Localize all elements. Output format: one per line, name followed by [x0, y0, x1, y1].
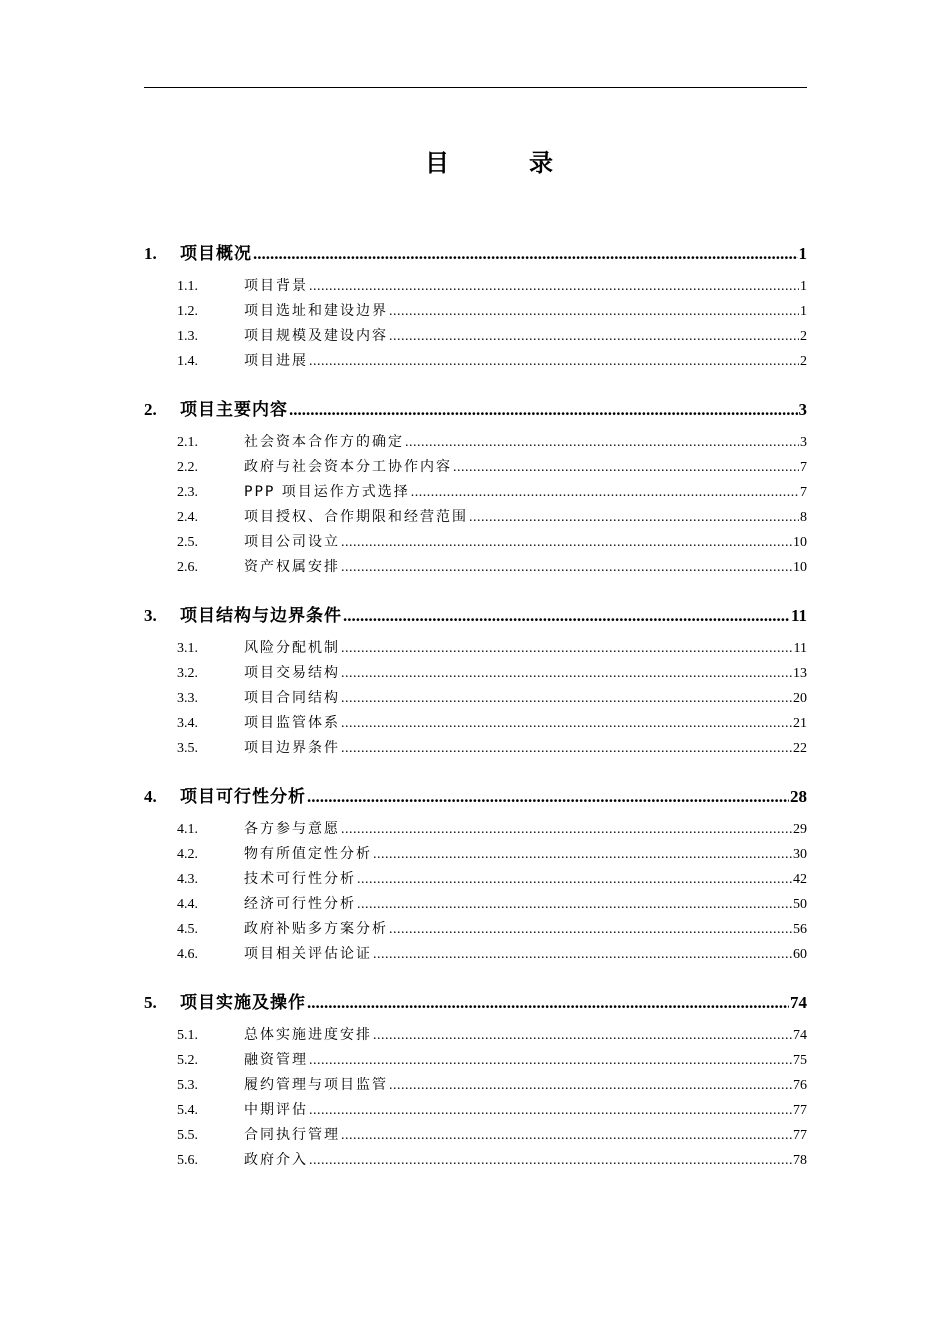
page-number: 29 — [793, 822, 807, 837]
subsection-title: 项目选址和建设边界 — [244, 303, 388, 319]
subsection-title: 技术可行性分析 — [244, 871, 356, 887]
toc-subsection-entry[interactable] — [144, 551, 807, 576]
dot-leader — [357, 897, 792, 913]
subsection-number: 4.6. — [177, 947, 198, 962]
subsection-title: 各方参与意愿 — [244, 821, 340, 837]
chapter-title: 项目可行性分析 — [180, 787, 306, 807]
subsection-number: 1.1. — [177, 279, 198, 294]
dot-leader — [469, 510, 799, 526]
toc-subsection-entry[interactable] — [144, 863, 807, 888]
toc-subsection-entry[interactable] — [144, 476, 807, 501]
subsection-number: 2.2. — [177, 460, 198, 475]
toc-section — [144, 769, 807, 963]
page-number: 1 — [800, 304, 807, 319]
subsection-number: 2.5. — [177, 535, 198, 550]
subsection-title: 总体实施进度安排 — [244, 1027, 372, 1043]
toc-subsection-entry[interactable] — [144, 1019, 807, 1044]
subsection-title: 项目边界条件 — [244, 740, 340, 756]
subsection-title: 履约管理与项目监管 — [244, 1077, 388, 1093]
toc-chapter-entry[interactable] — [144, 588, 807, 626]
subsection-title: 政府补贴多方案分析 — [244, 921, 388, 937]
subsection-title: 资产权属安排 — [244, 559, 340, 575]
page-number: 21 — [793, 716, 807, 731]
toc-subsection-entry[interactable] — [144, 451, 807, 476]
page-number: 42 — [793, 872, 807, 887]
dot-leader — [341, 666, 792, 682]
subsection-number: 5.4. — [177, 1103, 198, 1118]
toc-subsection-entry[interactable] — [144, 682, 807, 707]
subsection-title: 项目规模及建设内容 — [244, 328, 388, 344]
subsection-number: 5.3. — [177, 1078, 198, 1093]
page-number: 2 — [800, 354, 807, 369]
dot-leader — [389, 304, 799, 320]
subsection-number: 3.5. — [177, 741, 198, 756]
toc-section — [144, 588, 807, 757]
page-number: 1 — [800, 279, 807, 294]
dot-leader — [341, 560, 792, 576]
toc-subsection-entry[interactable] — [144, 1144, 807, 1169]
dot-leader — [389, 922, 792, 938]
chapter-title: 项目主要内容 — [180, 400, 288, 420]
subsection-number: 2.4. — [177, 510, 198, 525]
subsection-title: 项目相关评估论证 — [244, 946, 372, 962]
subsection-title: 社会资本合作方的确定 — [244, 434, 404, 450]
subsection-title: 中期评估 — [244, 1102, 308, 1118]
page-number: 78 — [793, 1153, 807, 1168]
toc-subsection-entry[interactable] — [144, 1044, 807, 1069]
dot-leader — [341, 741, 792, 757]
subsection-number: 3.3. — [177, 691, 198, 706]
dot-leader — [373, 1028, 792, 1044]
page-number: 28 — [790, 787, 807, 806]
chapter-number: 3. — [144, 606, 157, 625]
dot-leader — [309, 1053, 792, 1069]
dot-leader — [307, 787, 789, 807]
page-number: 11 — [790, 606, 807, 625]
toc-section — [144, 975, 807, 1169]
subsection-title: PPP 项目运作方式选择 — [244, 484, 410, 500]
dot-leader — [373, 947, 792, 963]
page-number: 75 — [793, 1053, 807, 1068]
toc-subsection-entry[interactable] — [144, 501, 807, 526]
toc-section — [144, 226, 807, 370]
subsection-title: 物有所值定性分析 — [244, 846, 372, 862]
subsection-number: 1.4. — [177, 354, 198, 369]
subsection-number: 4.1. — [177, 822, 198, 837]
page-number: 8 — [800, 510, 807, 525]
page-number: 50 — [793, 897, 807, 912]
subsection-title: 合同执行管理 — [244, 1127, 340, 1143]
chapter-title: 项目概况 — [180, 244, 252, 264]
dot-leader — [341, 535, 792, 551]
dot-leader — [405, 435, 799, 451]
toc-chapter-entry[interactable] — [144, 382, 807, 420]
page-number: 3 — [798, 400, 807, 419]
page-number: 56 — [793, 922, 807, 937]
subsection-title: 政府介入 — [244, 1152, 308, 1168]
chapter-title: 项目结构与边界条件 — [180, 606, 342, 626]
subsection-title: 融资管理 — [244, 1052, 308, 1068]
page-number: 7 — [800, 460, 807, 475]
page-number: 74 — [790, 993, 807, 1012]
toc-subsection-entry[interactable] — [144, 938, 807, 963]
subsection-number: 5.1. — [177, 1028, 198, 1043]
toc-subsection-entry[interactable] — [144, 1094, 807, 1119]
toc-subsection-entry[interactable] — [144, 345, 807, 370]
dot-leader — [309, 354, 799, 370]
page-number: 77 — [793, 1128, 807, 1143]
toc-subsection-entry[interactable] — [144, 632, 807, 657]
toc-subsection-entry[interactable] — [144, 732, 807, 757]
dot-leader — [307, 993, 789, 1013]
toc-subsection-entry[interactable] — [144, 707, 807, 732]
page-number: 22 — [793, 741, 807, 756]
page-number: 2 — [800, 329, 807, 344]
page-number: 77 — [793, 1103, 807, 1118]
dot-leader — [341, 1128, 792, 1144]
dot-leader — [341, 691, 792, 707]
toc-subsection-entry[interactable] — [144, 888, 807, 913]
page-number: 74 — [793, 1028, 807, 1043]
chapter-number: 1. — [144, 244, 157, 263]
subsection-number: 2.1. — [177, 435, 198, 450]
subsection-title: 项目公司设立 — [244, 534, 340, 550]
toc-subsection-entry[interactable] — [144, 270, 807, 295]
page-number: 3 — [800, 435, 807, 450]
page-number: 20 — [793, 691, 807, 706]
subsection-title: 项目合同结构 — [244, 690, 340, 706]
subsection-number: 4.2. — [177, 847, 198, 862]
page-number: 30 — [793, 847, 807, 862]
subsection-title: 经济可行性分析 — [244, 896, 356, 912]
dot-leader — [341, 641, 793, 657]
subsection-number: 2.6. — [177, 560, 198, 575]
subsection-number: 2.3. — [177, 485, 198, 500]
toc-subsection-entry[interactable] — [144, 657, 807, 682]
subsection-title: 项目交易结构 — [244, 665, 340, 681]
dot-leader — [357, 872, 792, 888]
header-rule — [144, 87, 807, 88]
table-of-contents — [144, 226, 807, 1181]
toc-subsection-entry[interactable] — [144, 838, 807, 863]
subsection-number: 1.2. — [177, 304, 198, 319]
subsection-title: 项目进展 — [244, 353, 308, 369]
subsection-number: 5.2. — [177, 1053, 198, 1068]
subsection-number: 3.2. — [177, 666, 198, 681]
subsection-title: 项目授权、合作期限和经营范围 — [244, 509, 468, 525]
subsection-number: 4.3. — [177, 872, 198, 887]
subsection-title: 政府与社会资本分工协作内容 — [244, 459, 452, 475]
chapter-number: 2. — [144, 400, 157, 419]
dot-leader — [253, 244, 798, 264]
toc-subsection-entry[interactable] — [144, 526, 807, 551]
dot-leader — [309, 1153, 792, 1169]
chapter-number: 4. — [144, 787, 157, 806]
page-number: 60 — [793, 947, 807, 962]
toc-subsection-entry[interactable] — [144, 426, 807, 451]
page-number: 10 — [793, 535, 807, 550]
chapter-title: 项目实施及操作 — [180, 993, 306, 1013]
page-number: 76 — [793, 1078, 807, 1093]
page-number: 11 — [793, 641, 807, 656]
dot-leader — [341, 822, 792, 838]
dot-leader — [389, 1078, 792, 1094]
chapter-number: 5. — [144, 993, 157, 1012]
subsection-number: 5.5. — [177, 1128, 198, 1143]
dot-leader — [411, 485, 799, 501]
subsection-number: 5.6. — [177, 1153, 198, 1168]
subsection-title: 项目背景 — [244, 278, 308, 294]
subsection-title: 项目监管体系 — [244, 715, 340, 731]
dot-leader — [289, 400, 798, 420]
dot-leader — [453, 460, 799, 476]
dot-leader — [389, 329, 799, 345]
toc-chapter-entry[interactable] — [144, 975, 807, 1013]
toc-section — [144, 382, 807, 576]
subsection-number: 3.1. — [177, 641, 198, 656]
page-number: 13 — [793, 666, 807, 681]
dot-leader — [343, 606, 790, 626]
toc-subsection-entry[interactable] — [144, 320, 807, 345]
toc-subsection-entry[interactable] — [144, 1069, 807, 1094]
page-title: 目 录 — [425, 149, 581, 177]
toc-subsection-entry[interactable] — [144, 813, 807, 838]
subsection-number: 1.3. — [177, 329, 198, 344]
page-number: 7 — [800, 485, 807, 500]
subsection-number: 4.4. — [177, 897, 198, 912]
dot-leader — [341, 716, 792, 732]
toc-subsection-entry[interactable] — [144, 295, 807, 320]
dot-leader — [309, 1103, 792, 1119]
toc-subsection-entry[interactable] — [144, 913, 807, 938]
toc-subsection-entry[interactable] — [144, 1119, 807, 1144]
subsection-number: 4.5. — [177, 922, 198, 937]
dot-leader — [309, 279, 799, 295]
subsection-number: 3.4. — [177, 716, 198, 731]
subsection-title: 风险分配机制 — [244, 640, 340, 656]
page-number: 1 — [798, 244, 807, 263]
page-number: 10 — [793, 560, 807, 575]
toc-chapter-entry[interactable] — [144, 769, 807, 807]
dot-leader — [373, 847, 792, 863]
toc-chapter-entry[interactable] — [144, 226, 807, 264]
